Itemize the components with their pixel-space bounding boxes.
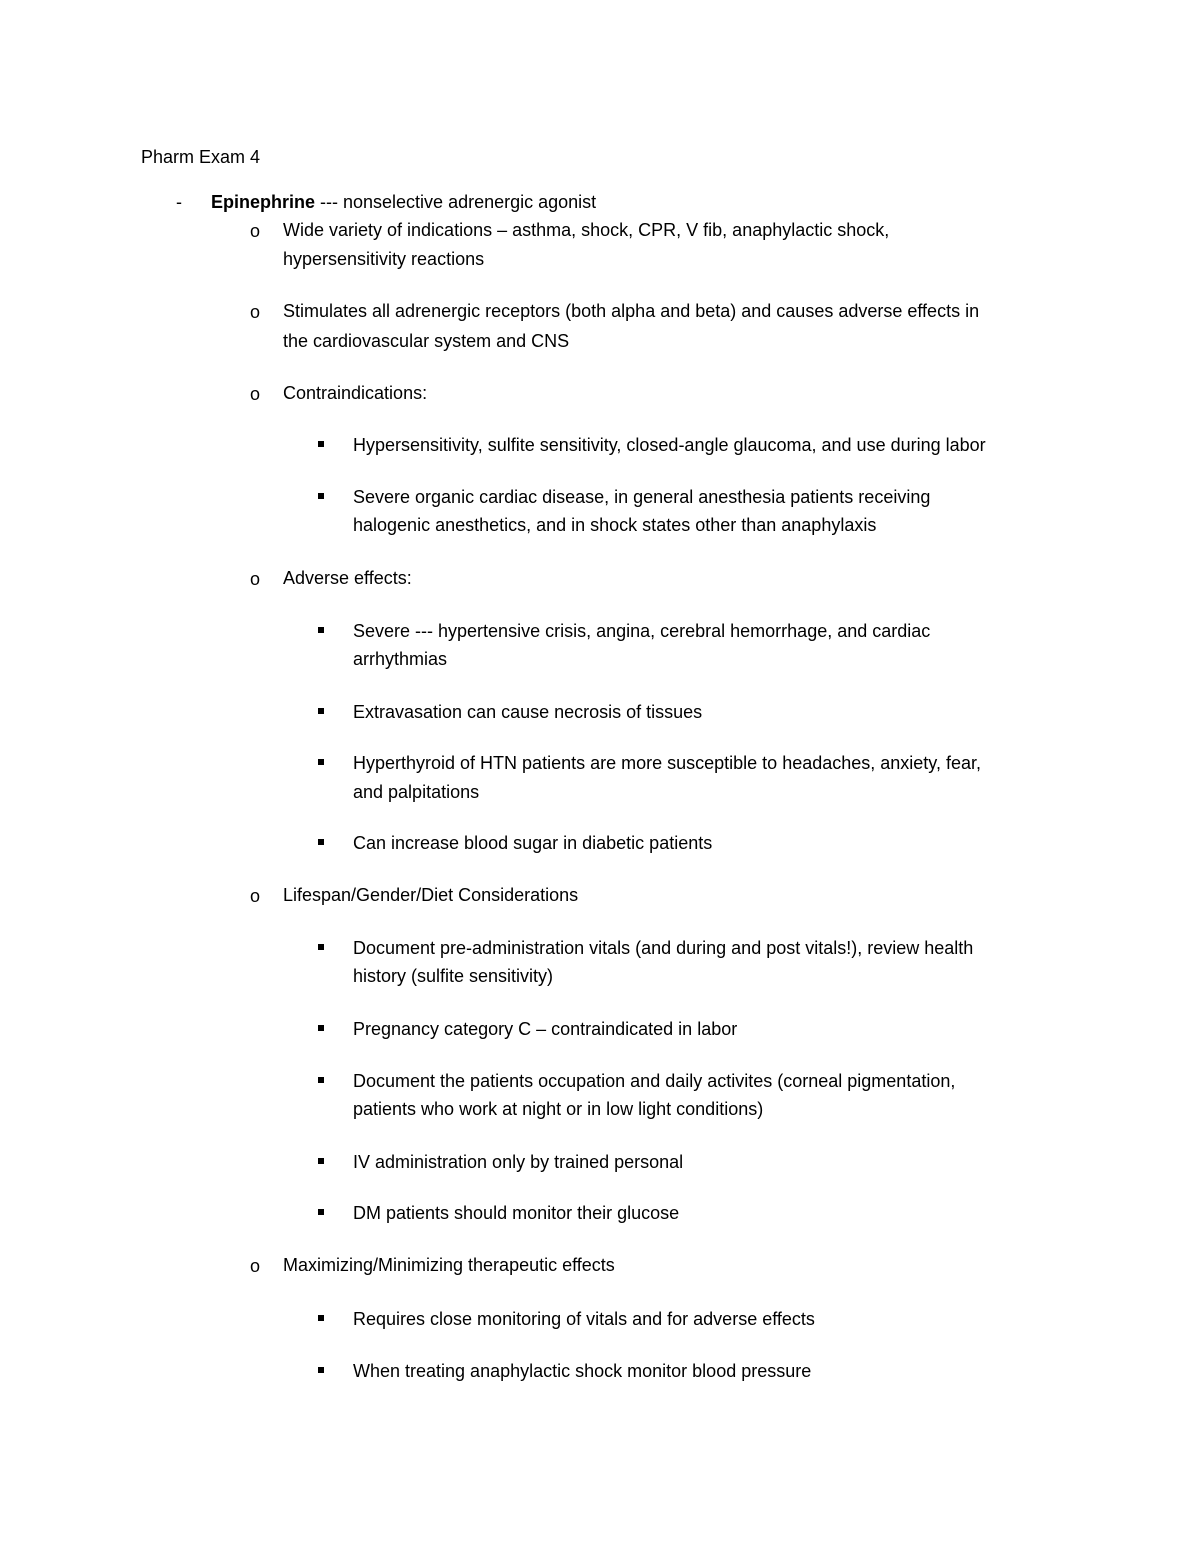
document-title: Pharm Exam 4: [141, 147, 261, 167]
lifespan-item: Pregnancy category C – contraindicated in labor: [353, 1019, 738, 1039]
square-bullet: [318, 759, 324, 765]
adverse-effects-heading: Adverse effects:: [283, 568, 412, 588]
contraindication-item: Hypersensitivity, sulfite sensitivity, closed-angle glaucoma, and use during labor: [353, 435, 986, 455]
adverse-effect-item: Hyperthyroid of HTN patients are more susceptible to headaches, anxiety, fear,: [353, 753, 981, 773]
adverse-effect-item: Can increase blood sugar in diabetic patients: [353, 833, 713, 853]
adverse-effect-item: and palpitations: [353, 782, 480, 802]
stimulates-line: Stimulates all adrenergic receptors (both alpha and beta) and causes adverse effects in: [283, 301, 980, 321]
square-bullet: [318, 1077, 324, 1083]
circle-bullet: o: [250, 886, 261, 906]
square-bullet: [318, 839, 324, 845]
square-bullet: [318, 627, 324, 633]
stimulates-line: the cardiovascular system and CNS: [283, 331, 570, 351]
drug-name: Epinephrine: [211, 192, 316, 212]
circle-bullet: o: [250, 569, 261, 589]
square-bullet: [318, 1025, 324, 1031]
drug-description: --- nonselective adrenergic agonist: [315, 192, 597, 212]
lifespan-heading: Lifespan/Gender/Diet Considerations: [283, 885, 579, 905]
contraindication-item: Severe organic cardiac disease, in general anesthesia patients receiving: [353, 487, 931, 507]
maximizing-item: Requires close monitoring of vitals and for adverse effects: [353, 1309, 815, 1329]
square-bullet: [318, 944, 324, 950]
indications-line: hypersensitivity reactions: [283, 249, 485, 269]
circle-bullet: o: [250, 1256, 261, 1276]
square-bullet: [318, 1209, 324, 1215]
lifespan-item: Document the patients occupation and daily activites (corneal pigmentation,: [353, 1071, 956, 1091]
maximizing-item: When treating anaphylactic shock monitor blood pressure: [353, 1361, 812, 1381]
circle-bullet: o: [250, 384, 261, 404]
circle-bullet: o: [250, 221, 261, 241]
lifespan-item: patients who work at night or in low light conditions): [353, 1099, 764, 1119]
square-bullet: [318, 441, 324, 447]
square-bullet: [318, 708, 324, 714]
square-bullet: [318, 1158, 324, 1164]
adverse-effect-item: Severe --- hypertensive crisis, angina, cerebral hemorrhage, and cardiac: [353, 621, 931, 641]
maximizing-heading: Maximizing/Minimizing therapeutic effects: [283, 1255, 615, 1275]
adverse-effect-item: arrhythmias: [353, 649, 448, 669]
drug-heading: [211, 191, 596, 213]
lifespan-item: DM patients should monitor their glucose: [353, 1203, 680, 1223]
contraindication-item: halogenic anesthetics, and in shock states other than anaphylaxis: [353, 515, 877, 535]
dash-bullet: -: [176, 192, 182, 212]
lifespan-item: Document pre-administration vitals (and during and post vitals!), review health: [353, 938, 974, 958]
contraindications-heading: Contraindications:: [283, 383, 428, 403]
circle-bullet: o: [250, 302, 261, 322]
lifespan-item: history (sulfite sensitivity): [353, 966, 554, 986]
lifespan-item: IV administration only by trained personal: [353, 1152, 684, 1172]
square-bullet: [318, 1367, 324, 1373]
adverse-effect-item: Extravasation can cause necrosis of tissues: [353, 702, 703, 722]
square-bullet: [318, 493, 324, 499]
indications-line: Wide variety of indications – asthma, shock, CPR, V fib, anaphylactic shock,: [283, 220, 890, 240]
square-bullet: [318, 1315, 324, 1321]
